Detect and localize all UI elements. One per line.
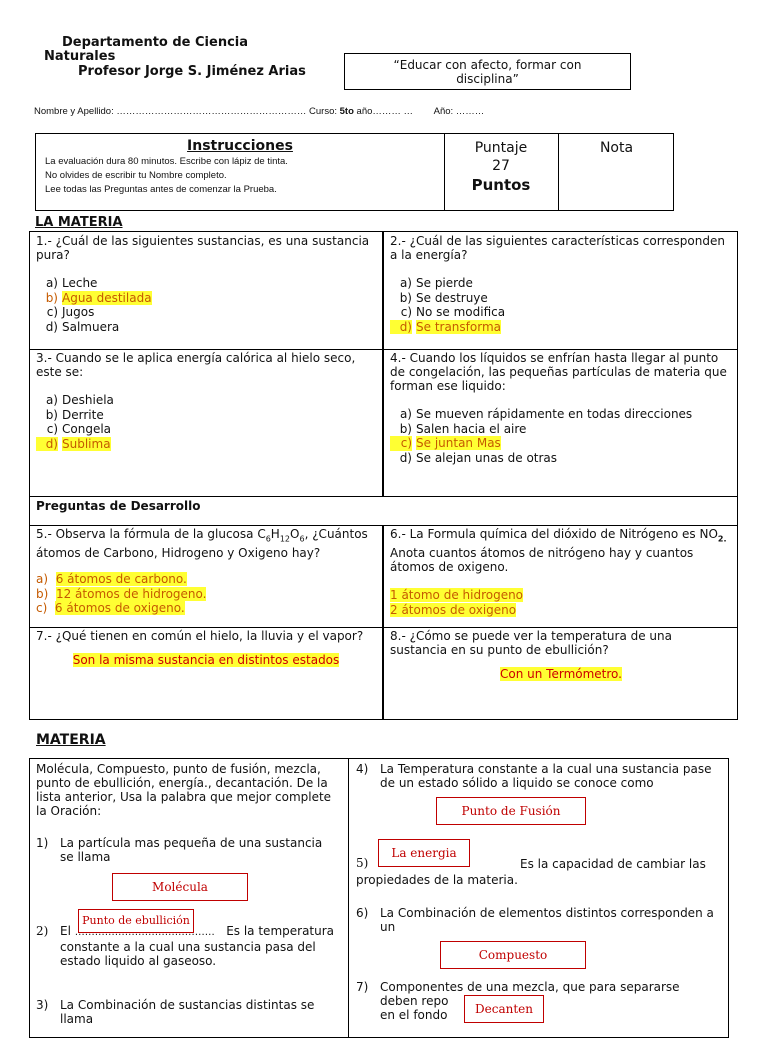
answer-box: Punto de Fusión: [436, 797, 586, 825]
answer-c: c) 6 átomos de oxigeno.: [36, 601, 185, 616]
answer: Con un Termómetro.: [500, 667, 622, 681]
option-c: c) Congela: [46, 422, 112, 436]
word-bank-table: [29, 758, 729, 1038]
question-3: [32, 350, 380, 452]
answer-box: Molécula: [112, 873, 248, 901]
instructions-table: [35, 133, 674, 211]
question-text: 6.- La Formula química del dióxido de Nitrógeno es $NO_{2.}$: [390, 527, 727, 544]
option-d: d) Salmuera: [45, 319, 120, 334]
item-2: 2) El …………………………………… Es la temperatura constante a la cual una sustancia pasa del estado liquido al gaseoso.: [36, 924, 335, 968]
department-title: Departamento de Ciencia: [62, 35, 249, 50]
option-d-selected: d) Se transforma: [390, 320, 732, 335]
nota-label: Nota: [599, 140, 634, 156]
puntaje-label: Puntaje: [474, 140, 528, 156]
option-a: a) Deshiela: [45, 393, 114, 407]
question-5: [32, 526, 380, 617]
option-b: b) Se destruye: [399, 290, 488, 305]
item-5: 5): [356, 856, 369, 870]
question-text: 8.- ¿Cómo se puede ver la temperatura de una sustancia en su punto de ebullición?: [390, 629, 672, 657]
option-b: b) Derrite: [45, 407, 104, 422]
option-a: a) Se mueven rápidamente en todas direcciones: [399, 407, 693, 421]
question-text: 4.- Cuando los líquidos se enfrían hasta llegar al punto de congelación, las pequeñas partículas de materia que forman ese liquido:: [390, 351, 727, 393]
option-a: a) Leche: [45, 276, 98, 290]
option-d-selected: d) Sublima: [36, 437, 376, 452]
department-subtitle: Naturales: [44, 49, 116, 64]
item-4: 4) La Temperatura constante a la cual una sustancia pase de un estado sólido a liquido se conoce como: [356, 762, 712, 790]
question-7: [32, 628, 380, 668]
question-subtext: Anota cuantos átomos de nitrógeno hay y cuantos átomos de oxigeno.: [390, 546, 694, 575]
question-text: 7.- ¿Qué tienen en común el hielo, la lluvia y el vapor?: [36, 629, 364, 643]
question-1: [32, 233, 380, 335]
anio-label: Año: ………: [433, 106, 485, 117]
year-dots: año……… …: [356, 106, 414, 117]
puntos-label: Puntos: [471, 176, 531, 194]
option-b: b) Salen hacia el aire: [399, 421, 527, 436]
puntaje-value: 27: [492, 158, 510, 174]
name-label: Nombre y Apellido: ……………………………………………………: [34, 106, 307, 117]
option-b-selected: b) Agua destilada: [45, 290, 152, 305]
divider: [30, 496, 737, 497]
questions-table: [29, 231, 738, 720]
answer-box: Decanten: [464, 995, 544, 1023]
answer: Son la misma sustancia en distintos estados: [72, 653, 340, 667]
word-bank-intro: Molécula, Compuesto, punto de fusión, mezcla, punto de ebullición, energía., decantación. De la lista anterior, Usa la palabra que mejor complete la Oración:: [36, 762, 332, 818]
instruction-line: La evaluación dura 80 minutos. Escribe con lápiz de tinta.: [45, 156, 288, 167]
item-7: 7) Componentes de una mezcla, que para separarse deben repo en el fondo: [356, 980, 680, 1022]
divider: [382, 232, 384, 496]
question-text: 2.- ¿Cuál de las siguientes características corresponden a la energía?: [390, 234, 725, 262]
section-title: LA MATERIA: [35, 215, 123, 230]
answer-2: 2 átomos de oxigeno: [390, 602, 517, 617]
question-6: [386, 526, 736, 618]
option-d: d) Se alejan unas de otras: [399, 450, 558, 465]
answer-b: b) 12 átomos de hidrogeno.: [36, 586, 207, 601]
question-text: 3.- Cuando se le aplica energía calórica al hielo seco, este se:: [36, 351, 356, 379]
instruction-line: No olvides de escribir tu Nombre completo.: [45, 170, 227, 181]
question-text: 1.- ¿Cuál de las siguientes sustancias, es una sustancia pura?: [36, 234, 370, 262]
motto-box: [344, 53, 631, 90]
instructions-title: Instrucciones: [187, 138, 293, 154]
motto-text: “Educar con afecto, formar con disciplina”: [393, 58, 582, 86]
question-4: [386, 350, 736, 466]
item-3: 3) La Combinación de sustancias distintas se llama: [36, 998, 315, 1026]
course-label: Curso:: [309, 106, 337, 117]
option-c-selected: c) Se juntan Mas: [390, 436, 732, 451]
answer-1: 1 átomo de hidrogeno: [390, 588, 524, 603]
student-info-line: [34, 106, 484, 118]
section-title: MATERIA: [36, 732, 106, 748]
answer-box: La energia: [378, 839, 470, 867]
item-1: 1) La partícula mas pequeña de una sustancia se llama: [36, 836, 323, 864]
option-a: a) Se pierde: [399, 276, 473, 290]
item-5-body: Es la capacidad de cambiar las propiedades de la materia.: [356, 857, 706, 887]
question-8: [386, 628, 736, 682]
teacher-name: Profesor Jorge S. Jiménez Arias: [78, 64, 306, 79]
divider: [382, 525, 384, 719]
course-value: 5to: [339, 106, 354, 117]
instruction-line: Lee todas las Preguntas antes de comenzar la Prueba.: [45, 184, 277, 195]
answer-box: Compuesto: [440, 941, 586, 969]
question-2: [386, 233, 736, 335]
answer-box: Punto de ebullición: [78, 909, 194, 933]
option-c: c) No se modifica: [400, 305, 506, 319]
item-6: 6) La Combinación de elementos distintos corresponden a un: [356, 906, 714, 934]
option-c: c) Jugos: [46, 305, 95, 319]
development-title: Preguntas de Desarrollo: [36, 499, 201, 513]
answer-a: a) 6 átomos de carbono.: [36, 572, 187, 587]
divider: [348, 759, 349, 1037]
question-text: 5.- Observa la fórmula de la glucosa $C_6H_{12}O_6$, ¿Cuántos átomos de Carbono, Hidrogeno y Oxigeno hay?: [36, 527, 368, 561]
